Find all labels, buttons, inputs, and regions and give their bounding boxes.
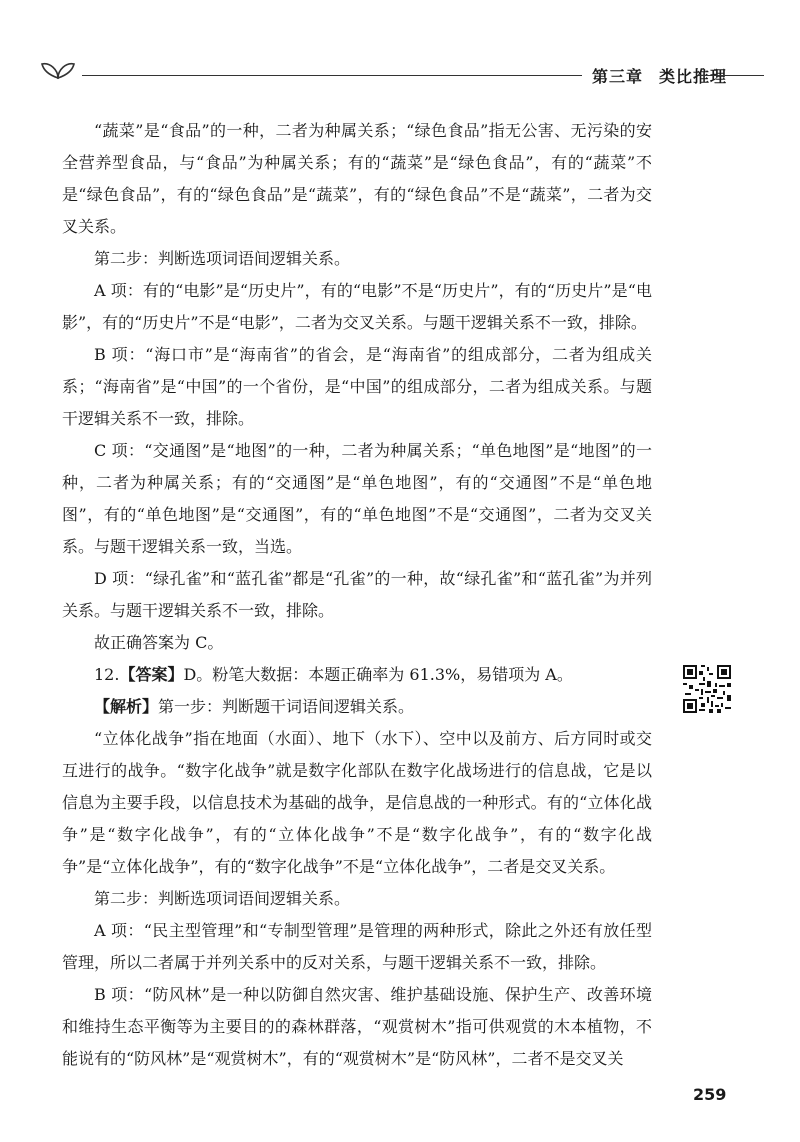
paragraph: C 项：“交通图”是“地图”的一种，二者为种属关系；“单色地图”是“地图”的一种，二者为种属关系；有的“交通图”是“单色地图”，有的“交通图”不是“单色地图”，有的“单色地图”是“交通图”，有的“单色地图”不是“交通图”，二者为交叉关系。与题干逻辑关系一致，当选。 [62, 441, 652, 556]
analysis-line [62, 691, 652, 723]
body-text [62, 115, 652, 1075]
chapter-title: 类比推理 [659, 67, 728, 86]
page-number: 259 [693, 1085, 727, 1104]
paragraph: D 项：“绿孔雀”和“蓝孔雀”都是“孔雀”的一种，故“绿孔雀”和“蓝孔雀”为并列关系。与题干逻辑关系不一致，排除。 [62, 569, 652, 620]
paragraph: “立体化战争”指在地面（水面）、地下（水下）、空中以及前方、后方同时或交互进行的战争。“数字化战争”就是数字化部队在数字化战场进行的信息战，它是以信息为主要手段，以信息技术为基础的战争，是信息战的一种形式。有的“立体化战争”是“数字化战争”，有的“立体化战争”不是“数字化战争”，有的“数字化战争”是“立体化战争”，有的“数字化战争”不是“立体化战争”，二者是交叉关系。 [62, 729, 652, 876]
paragraph: B 项：“海口市”是“海南省”的省会，是“海南省”的组成部分，二者为组成关系；“海南省”是“中国”的一个省份，是“中国”的组成部分，二者为组成关系。与题干逻辑关系不一致，排除。 [62, 345, 652, 428]
analysis-text: 第一步：判断题干词语间逻辑关系。 [158, 697, 415, 716]
answer-line [62, 659, 652, 691]
header-rule-right [698, 75, 764, 76]
paragraph: “蔬菜”是“食品”的一种，二者为种属关系；“绿色食品”指无公害、无污染的安全营养型食品，与“食品”为种属关系；有的“蔬菜”是“绿色食品”，有的“蔬菜”不是“绿色食品”，有的“绿色食品”是“蔬菜”，有的“绿色食品”不是“蔬菜”，二者为交叉关系。 [62, 121, 652, 236]
paragraph: 第二步：判断选项词语间逻辑关系。 [94, 889, 351, 908]
leaf-icon [38, 56, 78, 80]
answer-tag: 【答案】 [119, 665, 184, 684]
paragraph: B 项：“防风林”是一种以防御自然灾害、维护基础设施、保护生产、改善环境和维持生态平衡等为主要目的的森林群落，“观赏树木”指可供观赏的木本植物，不能说有的“防风林”是“观赏树木”，有的“观赏树木”是“防风林”，二者不是交叉关 [62, 985, 652, 1068]
chapter-number: 第三章 [592, 67, 644, 86]
qr-code-icon[interactable] [681, 663, 733, 715]
paragraph: A 项：“民主型管理”和“专制型管理”是管理的两种形式，除此之外还有放任型管理，所以二者属于并列关系中的反对关系，与题干逻辑关系不一致，排除。 [62, 921, 652, 972]
page-header [36, 52, 764, 92]
header-rule-left [82, 75, 582, 76]
answer-text: D。粉笔大数据：本题正确率为 61.3%，易错项为 A。 [183, 665, 573, 684]
question-number: 12. [94, 665, 120, 684]
paragraph: 第二步：判断选项词语间逻辑关系。 [94, 249, 351, 268]
paragraph: 故正确答案为 C。 [94, 633, 224, 652]
paragraph: A 项：有的“电影”是“历史片”，有的“电影”不是“历史片”，有的“历史片”是“电影”，有的“历史片”不是“电影”，二者为交叉关系。与题干逻辑关系不一致，排除。 [62, 281, 652, 332]
analysis-tag: 【解析】 [94, 697, 159, 716]
